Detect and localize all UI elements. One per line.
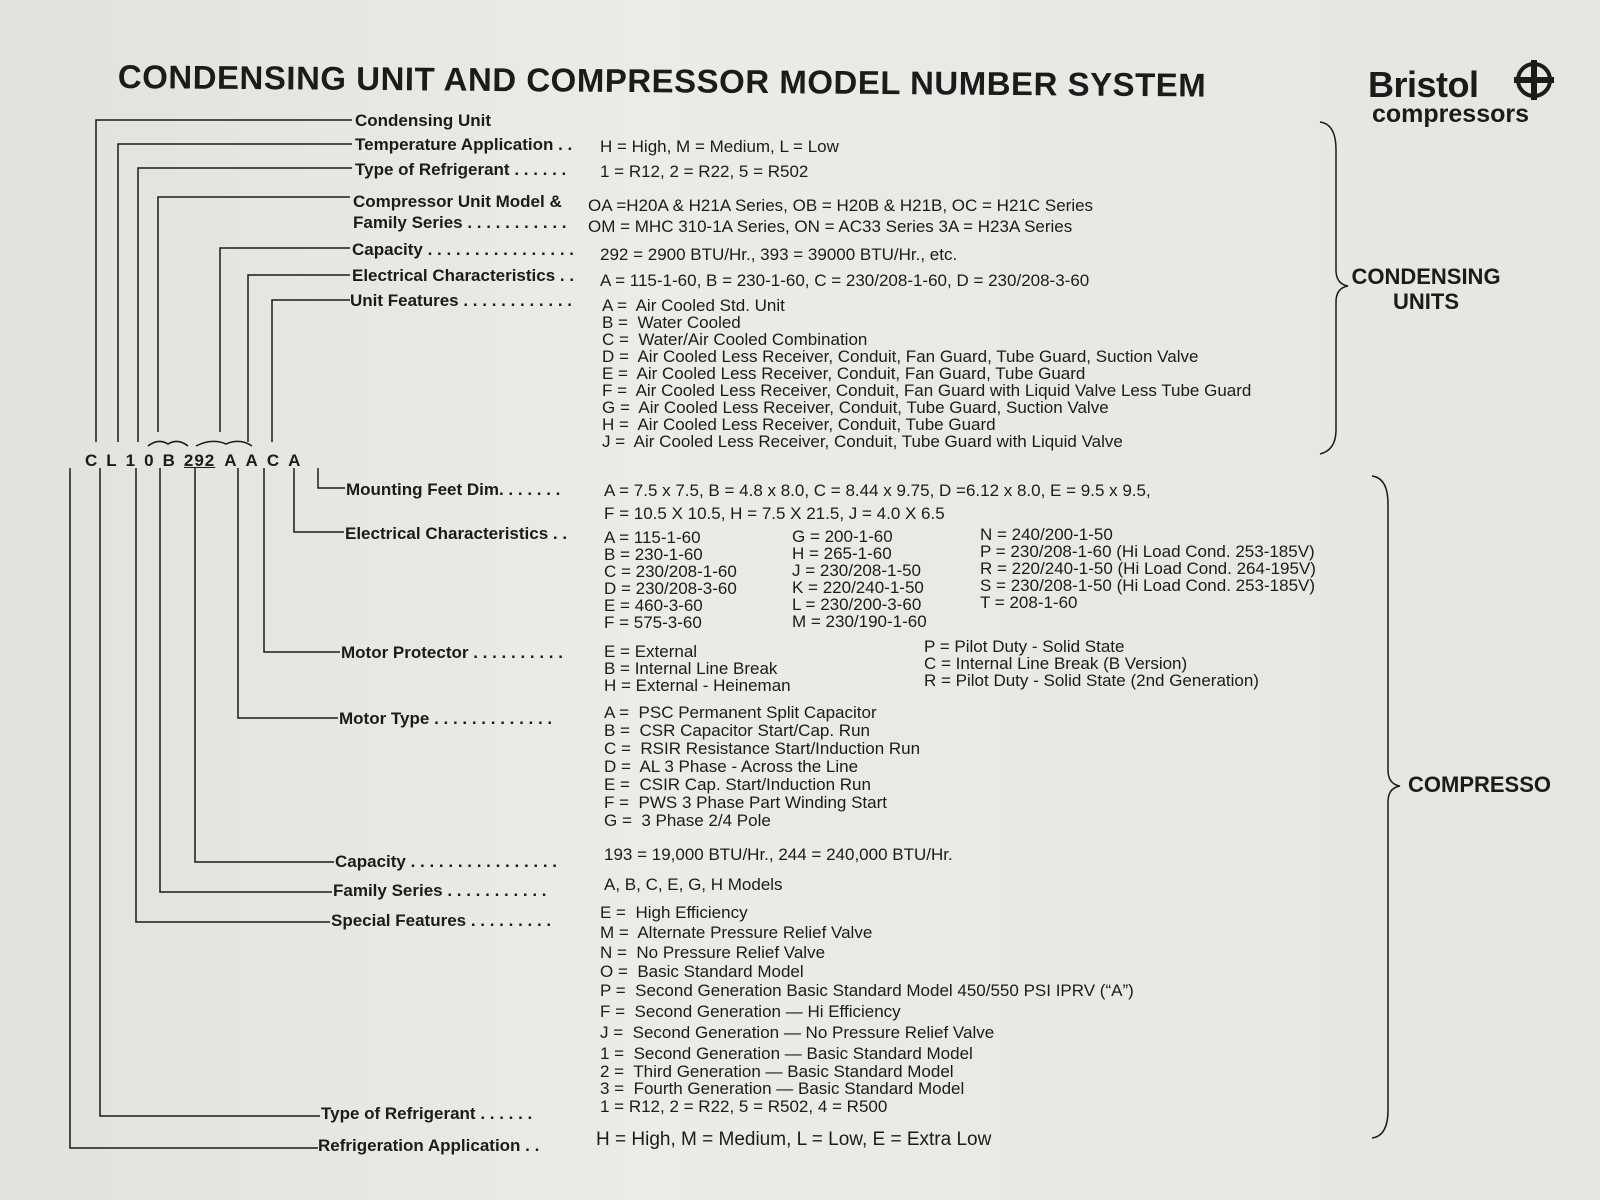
code-letter: B [162, 451, 184, 470]
code-letter: A [224, 451, 246, 470]
special-features-label: Special Features . . . . . . . . . [331, 911, 552, 930]
list-item: H = 265-1-60 [792, 544, 892, 563]
compressor-capacity-value: 193 = 19,000 BTU/Hr., 244 = 240,000 BTU/Hr. [604, 845, 953, 864]
list-item: A = PSC Permanent Split Capacitor [604, 703, 877, 722]
condensing-unit-label: Condensing Unit [355, 111, 491, 130]
list-item: E = External [604, 642, 698, 661]
list-item: 2 = Third Generation — Basic Standard Model [600, 1062, 954, 1081]
list-item: M = 230/190-1-60 [792, 612, 927, 631]
list-item: J = 230/208-1-50 [792, 561, 922, 580]
code-letter: A [288, 451, 310, 470]
list-item: B = CSR Capacitor Start/Cap. Run [604, 721, 870, 740]
list-item: T = 208-1-60 [980, 593, 1078, 612]
motor-protector-label: Motor Protector . . . . . . . . . . [341, 643, 563, 662]
motor-type-label: Motor Type . . . . . . . . . . . . . [339, 709, 553, 728]
family-series-value-line1: OA =H20A & H21A Series, OB = H20B & H21B, OC = H21C Series [588, 196, 1094, 215]
code-letter: 1 [125, 451, 145, 470]
list-item: F = Second Generation — Hi Efficiency [600, 1002, 901, 1021]
compressor-family-value: A, B, C, E, G, H Models [604, 875, 783, 894]
list-item: S = 230/208-1-50 (Hi Load Cond. 253-185V) [980, 576, 1316, 595]
list-item: E = CSIR Cap. Start/Induction Run [604, 775, 871, 794]
list-item: R = 220/240-1-50 (Hi Load Cond. 264-195V) [980, 559, 1316, 578]
example-model-code [85, 451, 309, 471]
electrical-label: Electrical Characteristics . . [352, 266, 575, 285]
compressor-refrigerant-label: Type of Refrigerant . . . . . . [321, 1104, 533, 1123]
code-letter: C [266, 451, 289, 470]
list-item: G = 200-1-60 [792, 527, 893, 546]
compressor-capacity-label: Capacity . . . . . . . . . . . . . . . . [335, 852, 558, 871]
list-item: O = Basic Standard Model [600, 962, 804, 981]
list-item: 1 = Second Generation — Basic Standard Model [600, 1044, 973, 1063]
list-item: C = 230/208-1-60 [604, 562, 737, 581]
list-item: G = 3 Phase 2/4 Pole [604, 811, 771, 830]
refrigeration-application-label: Refrigeration Application . . [318, 1136, 540, 1155]
electrical-value: A = 115-1-60, B = 230-1-60, C = 230/208-1-60, D = 230/208-3-60 [600, 271, 1090, 290]
capacity-value: 292 = 2900 BTU/Hr., 393 = 39000 BTU/Hr., etc. [600, 245, 958, 264]
list-item: N = No Pressure Relief Valve [600, 943, 826, 962]
list-item: F = 575-3-60 [604, 613, 702, 632]
logo-brand-text: Bristol [1368, 64, 1479, 105]
list-item: M = Alternate Pressure Relief Valve [600, 923, 873, 942]
list-item: L = 230/200-3-60 [792, 595, 922, 614]
list-item: G = Air Cooled Less Receiver, Conduit, Tube Guard, Suction Valve [602, 398, 1109, 417]
list-item: B = Water Cooled [602, 313, 741, 332]
logo-sub-text: compressors [1372, 100, 1530, 128]
list-item: J = Second Generation — No Pressure Relief Valve [600, 1023, 995, 1042]
section-compressor: COMPRESSO [1408, 772, 1552, 797]
list-item: J = Air Cooled Less Receiver, Conduit, Tube Guard with Liquid Valve [602, 432, 1123, 451]
refrigerant-type-value: 1 = R12, 2 = R22, 5 = R502 [600, 162, 809, 181]
list-item: P = Pilot Duty - Solid State [924, 637, 1125, 656]
capacity-label: Capacity . . . . . . . . . . . . . . . . [352, 240, 575, 259]
page-title: CONDENSING UNIT AND COMPRESSOR MODEL NUMBER SYSTEM [117, 58, 1207, 104]
compressor-family-label: Family Series . . . . . . . . . . . [333, 881, 547, 900]
mounting-feet-value-line1: A = 7.5 x 7.5, B = 4.8 x 8.0, C = 8.44 x 9.75, D =6.12 x 8.0, E = 9.5 x 9.5, [604, 481, 1151, 500]
list-item: N = 240/200-1-50 [980, 525, 1113, 544]
list-item: C = Internal Line Break (B Version) [924, 654, 1188, 673]
list-item: A = 115-1-60 [604, 528, 701, 547]
list-item: E = Air Cooled Less Receiver, Conduit, Fan Guard, Tube Guard [602, 364, 1086, 383]
list-item: E = High Efficiency [600, 903, 748, 922]
list-item: D = AL 3 Phase - Across the Line [604, 757, 859, 776]
family-series-label-line1: Compressor Unit Model & [353, 192, 562, 211]
list-item: A = Air Cooled Std. Unit [602, 296, 785, 315]
unit-features-label: Unit Features . . . . . . . . . . . . [350, 291, 572, 310]
list-item: H = External - Heineman [604, 676, 791, 695]
code-letter: L [106, 451, 126, 470]
list-item: D = Air Cooled Less Receiver, Conduit, Fan Guard, Tube Guard, Suction Valve [602, 347, 1199, 366]
mounting-feet-label: Mounting Feet Dim. . . . . . . [346, 480, 561, 499]
temp-application-value: H = High, M = Medium, L = Low [600, 137, 839, 156]
refrigerant-type-label: Type of Refrigerant . . . . . . [355, 160, 567, 179]
refrigeration-application-value: H = High, M = Medium, L = Low, E = Extra Low [596, 1129, 992, 1150]
code-letter: A [245, 451, 267, 470]
list-item: B = 230-1-60 [604, 545, 703, 564]
compressor-electrical-label: Electrical Characteristics . . [345, 524, 568, 543]
list-item: F = PWS 3 Phase Part Winding Start [604, 793, 887, 812]
code-letter: 292 [183, 451, 216, 470]
mounting-feet-value-line2: F = 10.5 X 10.5, H = 7.5 X 21.5, J = 4.0 X 6.5 [604, 504, 945, 523]
list-item: H = Air Cooled Less Receiver, Conduit, Tube Guard [602, 415, 996, 434]
list-item: B = Internal Line Break [604, 659, 778, 678]
list-item: E = 460-3-60 [604, 596, 703, 615]
code-letter: C [85, 451, 107, 470]
list-item: D = 230/208-3-60 [604, 579, 737, 598]
list-item: K = 220/240-1-50 [792, 578, 924, 597]
list-item: P = 230/208-1-60 (Hi Load Cond. 253-185V) [980, 542, 1315, 561]
family-series-label-line2: Family Series . . . . . . . . . . . [353, 213, 567, 232]
family-series-value-line2: OM = MHC 310-1A Series, ON = AC33 Series 3A = H23A Series [588, 217, 1073, 236]
temp-application-label: Temperature Application . . [355, 135, 573, 154]
list-item: P = Second Generation Basic Standard Model 450/550 PSI IPRV (“A”) [600, 981, 1134, 1000]
section-condensing-units: CONDENSING UNITS [1351, 264, 1501, 314]
list-item: R = Pilot Duty - Solid State (2nd Generation) [924, 671, 1259, 690]
list-item: F = Air Cooled Less Receiver, Conduit, Fan Guard with Liquid Valve Less Tube Guard [602, 381, 1252, 400]
code-letter: 0 [144, 451, 163, 470]
list-item: C = Water/Air Cooled Combination [602, 330, 868, 349]
list-item: 3 = Fourth Generation — Basic Standard Model [600, 1079, 965, 1098]
list-item: C = RSIR Resistance Start/Induction Run [604, 739, 921, 758]
compressor-refrigerant-value: 1 = R12, 2 = R22, 5 = R502, 4 = R500 [600, 1097, 888, 1116]
